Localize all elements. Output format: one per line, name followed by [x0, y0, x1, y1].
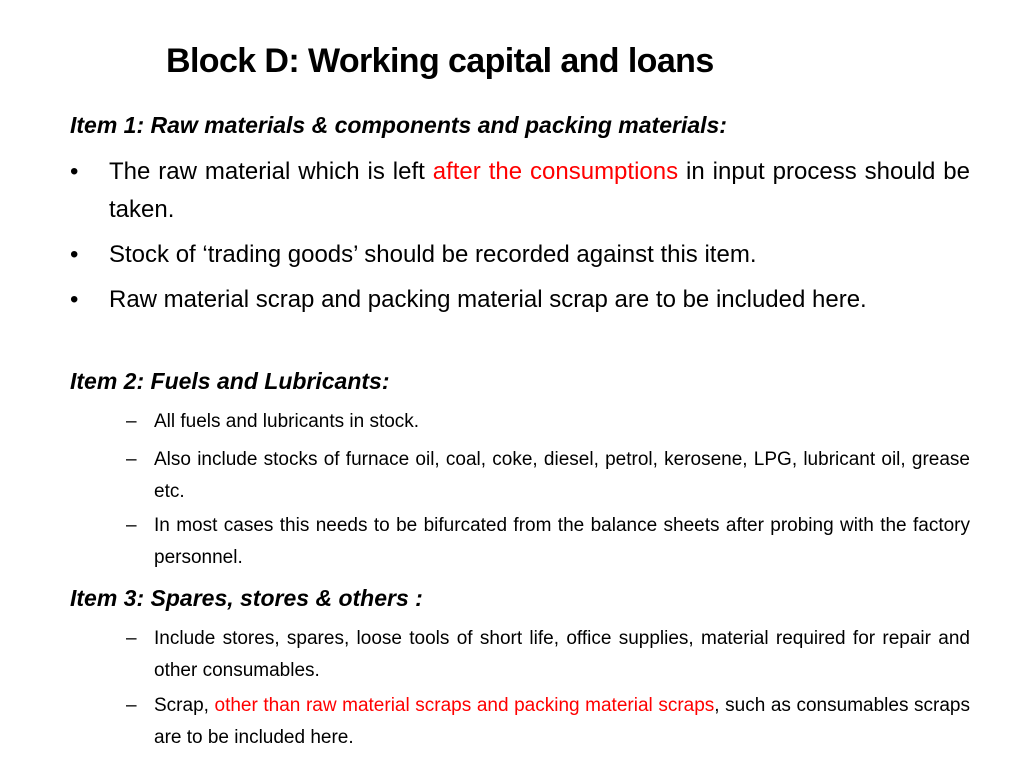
- sub-text: Also include stocks of furnace oil, coal, coke, diesel, petrol, kerosene, LPG, lubricant oil, grease etc.: [154, 449, 970, 502]
- item2-sub-3: [126, 510, 970, 574]
- bullet-marker: •: [70, 286, 79, 313]
- item1-heading: Item 1: Raw materials & components and packing materials:: [70, 112, 727, 138]
- slide-title: Block D: Working capital and loans: [166, 42, 714, 80]
- item1-bullet-2: [70, 236, 970, 274]
- item3-sub-2: [126, 690, 970, 754]
- highlight-text: after the consumptions: [432, 158, 679, 185]
- bullet-text: The raw material which is left after the consumptions in input process should be taken.: [109, 158, 970, 223]
- item2-sub-1: [126, 406, 970, 438]
- bullet-text: Stock of ‘trading goods’ should be recorded against this item.: [109, 241, 757, 268]
- dash-marker: –: [126, 515, 137, 536]
- bullet-text: Raw material scrap and packing material scrap are to be included here.: [109, 286, 867, 313]
- highlight-text: other than raw material scraps and packing material scraps: [214, 695, 715, 716]
- item3-sub-1: [126, 623, 970, 687]
- sub-text: Scrap, other than raw material scraps and packing material scraps, such as consumables scraps are to be included here.: [154, 695, 970, 748]
- item2-sub-2: [126, 444, 970, 508]
- sub-text: Include stores, spares, loose tools of short life, office supplies, material required for repair and other consumables.: [154, 628, 970, 681]
- item1-bullet-3: [70, 281, 970, 319]
- bullet-marker: •: [70, 241, 79, 268]
- bullet-marker: •: [70, 158, 79, 185]
- dash-marker: –: [126, 695, 137, 716]
- dash-marker: –: [126, 449, 137, 470]
- sub-text: In most cases this needs to be bifurcated from the balance sheets after probing with the factory personnel.: [154, 515, 970, 568]
- item2-heading: Item 2: Fuels and Lubricants:: [70, 368, 390, 394]
- item1-bullet-1: [70, 153, 970, 229]
- item3-heading: Item 3: Spares, stores & others :: [70, 585, 423, 611]
- dash-marker: –: [126, 411, 137, 432]
- dash-marker: –: [126, 628, 137, 649]
- sub-text: All fuels and lubricants in stock.: [154, 411, 420, 432]
